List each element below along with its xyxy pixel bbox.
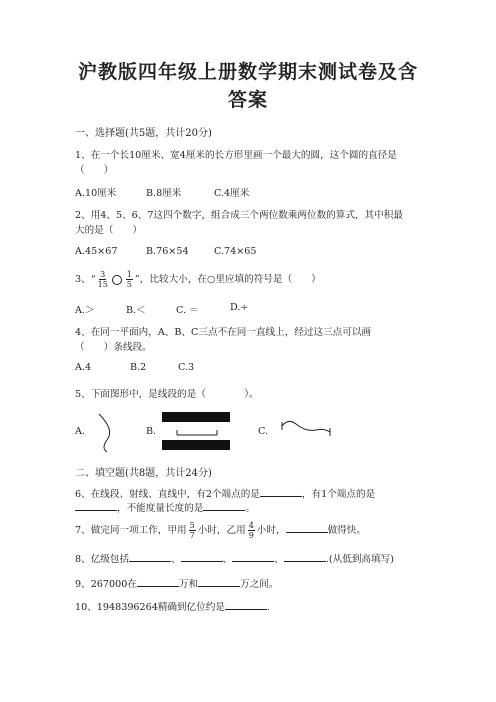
q7-text-d: 做得快。 bbox=[327, 525, 366, 536]
q2-text: 2、用4、5、6、7这四个数字，组合成三个两位数乘两位数的算式，其中积最 bbox=[75, 210, 403, 221]
q3-fraction-1-numerator: 3 bbox=[100, 270, 106, 279]
q5-wave-figure bbox=[280, 418, 332, 440]
q7-text-a: 7、做完同一项工作，甲用 bbox=[75, 525, 187, 536]
q10-blank[interactable] bbox=[225, 600, 267, 610]
q7-fraction-2 bbox=[248, 521, 255, 540]
q2-option-b[interactable]: B.76×54 bbox=[146, 246, 189, 257]
section-fill-heading: 二、填空题(共8题，共计24分) bbox=[75, 468, 212, 479]
q4-option-c[interactable]: C.3 bbox=[178, 362, 195, 373]
q8-blank-3[interactable] bbox=[232, 552, 274, 562]
q6-line-2 bbox=[75, 501, 255, 516]
q4-text: 4、在同一平面内，A、B、C三点不在同一直线上，经过这三点可以画 bbox=[75, 327, 372, 338]
q5-text: 5、下面图形中，是线段的是（ ）。 bbox=[75, 389, 259, 400]
q3-fraction-1 bbox=[98, 270, 108, 289]
circle-blank-icon bbox=[112, 275, 122, 285]
q4-text-cont: （ ）条线段。 bbox=[75, 342, 152, 353]
q5-option-c[interactable]: C. bbox=[258, 426, 269, 437]
q8-sep-3: 、 bbox=[274, 554, 284, 565]
title-line-1: 沪教版四年级上册数学期末测试卷及含 bbox=[77, 61, 418, 83]
q6-text-b: ，有1个端点的是 bbox=[301, 489, 376, 500]
q3-option-b[interactable]: B.＜ bbox=[126, 305, 146, 316]
q4-option-b[interactable]: B.2 bbox=[130, 362, 147, 373]
q3-fraction-2-denominator: 5 bbox=[126, 280, 132, 289]
q9-text-a: 9、267000在 bbox=[75, 579, 137, 590]
q5-option-a[interactable]: A. bbox=[75, 426, 85, 437]
q10-text-a: 10、1948396264精确到亿位约是 bbox=[75, 602, 225, 613]
q1-option-a[interactable]: A.10厘米 bbox=[75, 188, 117, 199]
q4-option-a[interactable]: A.4 bbox=[75, 362, 92, 373]
q10-text bbox=[75, 600, 270, 615]
q10-text-b: . bbox=[267, 602, 271, 613]
q3-fraction-2 bbox=[126, 270, 133, 289]
q3-option-a[interactable]: A.＞ bbox=[75, 305, 95, 316]
q6-line-1 bbox=[75, 487, 375, 502]
q8-sep-2: 、 bbox=[222, 554, 233, 565]
q9-text-c: 万之间。 bbox=[240, 579, 279, 590]
q7-fraction-1-numerator: 5 bbox=[189, 521, 195, 530]
q6-blank-1[interactable] bbox=[260, 487, 302, 497]
q7-text-b: 小时，乙用 bbox=[197, 525, 246, 536]
q3-prefix: 3、“ bbox=[75, 274, 96, 285]
q2-text-cont: 大的是（ ） bbox=[75, 225, 143, 236]
title-line-2: 答案 bbox=[227, 89, 268, 111]
q1-option-c[interactable]: C.4厘米 bbox=[214, 188, 250, 199]
q8-blank-1[interactable] bbox=[129, 552, 171, 562]
q8-text-a: 8、亿级包括 bbox=[75, 554, 130, 565]
q1-text-cont: （ ） bbox=[75, 165, 114, 176]
q2-option-c[interactable]: C.74×65 bbox=[214, 246, 257, 257]
q1-text: 1、在一个长10厘米、宽4厘米的长方形里画一个最大的圆，这个圆的直径是 bbox=[75, 150, 397, 161]
q5-segment-figure bbox=[162, 412, 230, 452]
q7-fraction-2-denominator: 9 bbox=[248, 531, 254, 540]
q5-option-b[interactable]: B. bbox=[146, 426, 157, 437]
q6-text-a: 6、在线段、射线、直线中，有2个端点的是 bbox=[75, 489, 260, 500]
q8-blank-2[interactable] bbox=[181, 552, 223, 562]
q6-blank-2[interactable] bbox=[75, 501, 117, 511]
q9-text-b: 万和 bbox=[178, 579, 199, 590]
q5-curve-figure bbox=[95, 412, 119, 454]
q9-blank-2[interactable] bbox=[198, 577, 240, 587]
q9-text bbox=[75, 577, 278, 592]
q6-text-d: 。 bbox=[245, 503, 255, 514]
q7-blank[interactable] bbox=[286, 523, 328, 533]
q8-blank-4[interactable] bbox=[284, 552, 326, 562]
q8-sep-1: 、 bbox=[171, 554, 181, 565]
q3-option-c[interactable]: C. ＝ bbox=[176, 305, 199, 316]
q3-fraction-1-denominator: 15 bbox=[97, 280, 108, 289]
q7-text-c: 小时， bbox=[256, 525, 286, 536]
q7-fraction-1 bbox=[189, 521, 196, 540]
q1-option-b[interactable]: B.8厘米 bbox=[146, 188, 182, 199]
q8-text bbox=[75, 552, 394, 567]
q7-fraction-1-denominator: 7 bbox=[189, 531, 195, 540]
q2-option-a[interactable]: A.45×67 bbox=[75, 246, 118, 257]
q7-fraction-2-numerator: 4 bbox=[248, 521, 254, 530]
q6-blank-3[interactable] bbox=[203, 501, 245, 511]
q3-text bbox=[75, 270, 321, 289]
q3-suffix: ”，比较大小，在○里应填的符号是（ ） bbox=[134, 274, 321, 285]
q7-text bbox=[75, 521, 366, 541]
page-title bbox=[60, 58, 436, 114]
q6-text-c: ，不能度量长度的是 bbox=[117, 503, 204, 514]
q8-text-d: .(从低到高填写) bbox=[325, 554, 394, 565]
section-choice-heading: 一、选择题(共5题，共计20分) bbox=[75, 128, 212, 139]
q3-option-d[interactable]: D.÷ bbox=[230, 302, 249, 313]
q9-blank-1[interactable] bbox=[137, 577, 179, 587]
q3-fraction-2-numerator: 1 bbox=[126, 270, 132, 279]
